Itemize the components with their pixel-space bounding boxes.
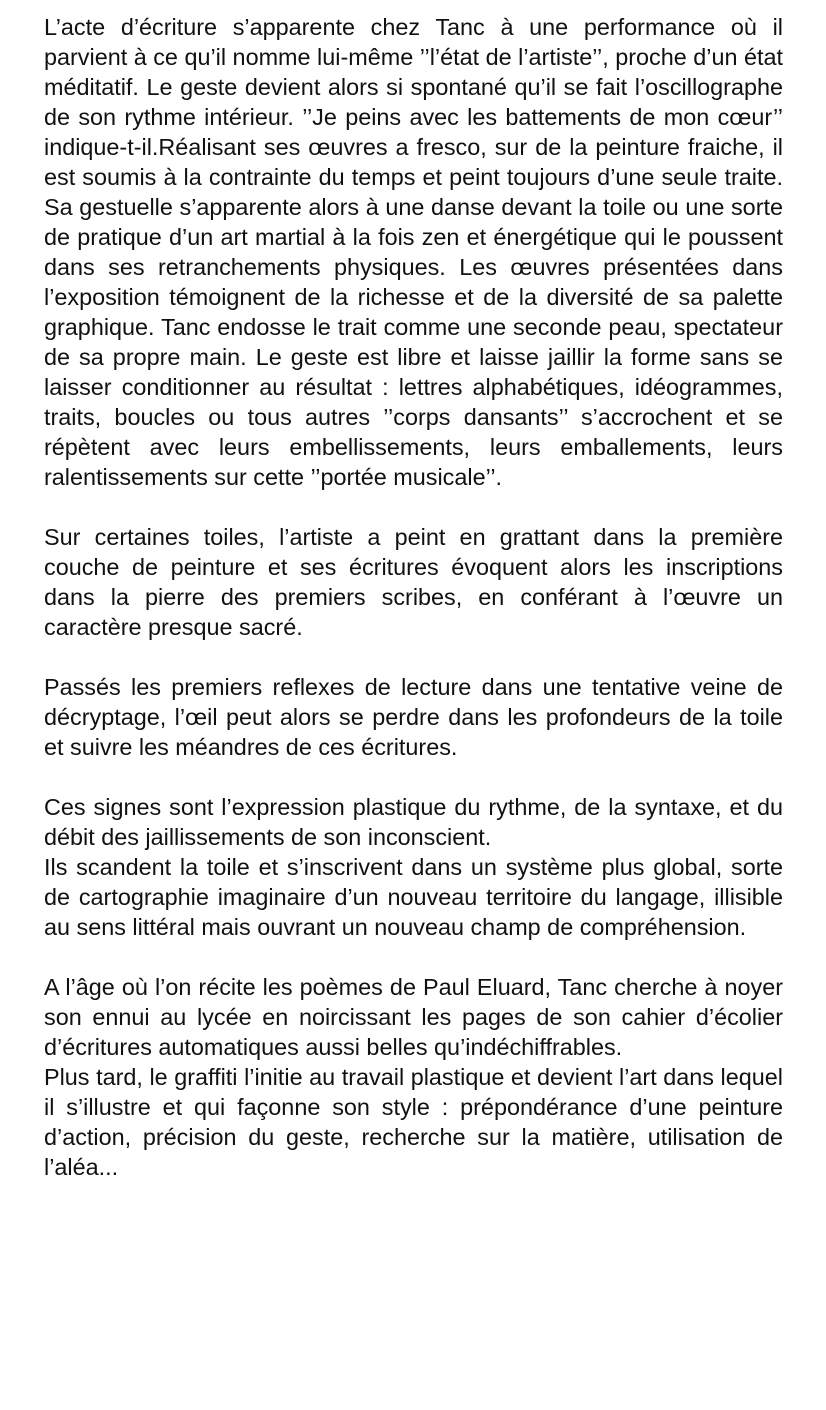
paragraph-eluard: A l’âge où l’on récite les poèmes de Paul Eluard, Tanc cherche à noyer son ennui au lycée en noircissant les pages de son cahier d’écolier d’écritures automatiques aussi belles qu’indéchiffrables. xyxy=(44,974,783,1060)
paragraph-scribes: Sur certaines toiles, l’artiste a peint en grattant dans la première couche de peinture et ses écritures évoquent alors les inscriptions dans la pierre des premiers scribes, en conférant à l’œuvre un caractère presque sacré. xyxy=(44,524,783,640)
paragraph-performance: L’acte d’écriture s’apparente chez Tanc à une performance où il parvient à ce qu’il nomme lui-même ’’l’état de l’artiste’’, proche d’un état méditatif. Le geste devient alors si spontané qu’il se fait l’oscillographe de son rythme intérieur. ’’Je peins avec les battements de mon cœur’’ indique-t-il.Réalisant ses œuvres a fresco, sur de la peinture fraiche, il est soumis à la contrainte du temps et peint toujours d’une seule traite. Sa gestuelle s’apparente alors à une danse devant la toile ou une sorte de pratique d’un art martial à la fois zen et énergétique qui le poussent dans ses retranchements physiques. Les œuvres présentées dans l’exposition témoignent de la richesse et de la diversité de sa palette graphique. Tanc endosse le trait comme une seconde peau, spectateur de sa propre main. Le geste est libre et laisse jaillir la forme sans se laisser conditionner au résultat : lettres alphabétiques, idéogrammes, traits, boucles ou tous autres ’’corps dansants’’ s’accrochent et se répètent avec leurs embellissements, leurs emballements, leurs ralentissements sur cette ’’portée musicale’’. xyxy=(44,14,783,490)
article-body xyxy=(44,12,783,1212)
paragraph-graffiti: Plus tard, le graffiti l’initie au travail plastique et devient l’art dans lequel il s’illustre et qui façonne son style : prépondérance d’une peinture d’action, précision du geste, recherche sur la matière, utilisation de l’aléa... xyxy=(44,1064,783,1180)
paragraph-signes: Ces signes sont l’expression plastique du rythme, de la syntaxe, et du débit des jaillissements de son inconscient. xyxy=(44,794,783,850)
paragraph-cartographie: Ils scandent la toile et s’inscrivent dans un système plus global, sorte de cartographie imaginaire d’un nouveau territoire du langage, illisible au sens littéral mais ouvrant un nouveau champ de compréhension. xyxy=(44,854,783,940)
paragraph-decryptage: Passés les premiers reflexes de lecture dans une tentative veine de décryptage, l’œil peut alors se perdre dans les profondeurs de la toile et suivre les méandres de ces écritures. xyxy=(44,674,783,760)
